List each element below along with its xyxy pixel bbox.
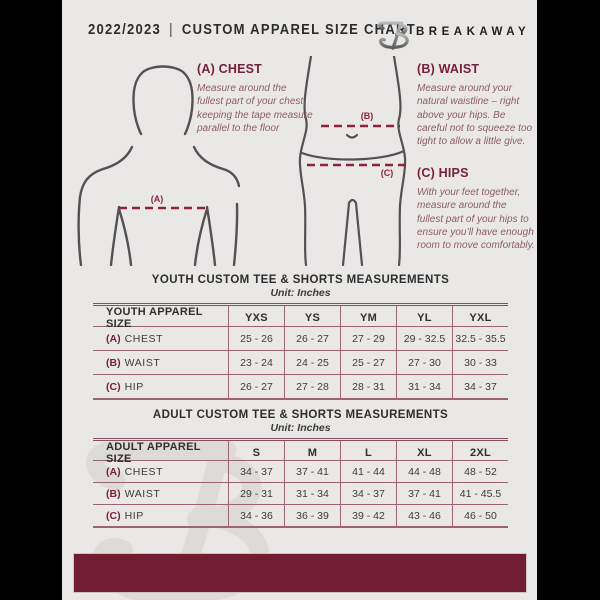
row-label-prefix: (B) xyxy=(106,356,121,369)
size-column-header: L xyxy=(340,441,396,465)
row-label-cell xyxy=(93,505,228,526)
breakaway-b-logo-icon xyxy=(376,15,412,53)
size-column-header: YL xyxy=(396,306,452,330)
size-value-cell: 34 - 37 xyxy=(228,461,284,482)
row-label-prefix: (A) xyxy=(106,465,121,478)
size-column-header: S xyxy=(228,441,284,465)
size-value-cell: 44 - 48 xyxy=(396,461,452,482)
adult-table-unit: Unit: Inches xyxy=(270,422,331,434)
row-label: WAIST xyxy=(124,356,161,369)
row-label: HIP xyxy=(124,509,144,522)
page-title xyxy=(88,22,416,38)
size-value-cell: 24 - 25 xyxy=(284,351,340,374)
row-label-prefix: (A) xyxy=(106,332,121,345)
chest-heading: (A) CHEST xyxy=(197,62,262,76)
size-value-cell: 25 - 26 xyxy=(228,327,284,350)
title-year: 2022/2023 xyxy=(88,22,162,38)
size-value-cell: 43 - 46 xyxy=(396,505,452,526)
size-value-cell: 26 - 27 xyxy=(228,375,284,398)
size-chart-page xyxy=(62,0,537,600)
apparel-size-header-cell: YOUTH APPAREL SIZE xyxy=(106,306,203,330)
table-row xyxy=(93,460,508,482)
brand-name: BREAKAWAY xyxy=(416,26,531,38)
size-column-header: M xyxy=(284,441,340,465)
youth-size-table xyxy=(93,303,508,400)
size-value-cell: 27 - 30 xyxy=(396,351,452,374)
row-label: CHEST xyxy=(124,332,164,345)
table-row xyxy=(93,374,508,398)
size-value-cell: 34 - 37 xyxy=(340,483,396,504)
size-column-header: YM xyxy=(340,306,396,330)
waist-heading: (B) WAIST xyxy=(417,62,480,76)
size-column-header: YXL xyxy=(452,306,508,330)
table-header-row xyxy=(93,303,508,330)
table-row xyxy=(93,350,508,374)
hips-description: With your feet together, measure around the fullest part of your hips to ensure you’ll have enough room to move comfortably. xyxy=(417,187,535,252)
row-label-prefix: (C) xyxy=(106,380,121,393)
title-main: CUSTOM APPAREL SIZE CHART xyxy=(181,22,416,38)
waist-description: Measure around your natural waistline – right above your hips. Be careful not to squeeze too tight to allow a little give. xyxy=(417,83,533,148)
hips-diagram-label: (C) xyxy=(380,168,394,178)
size-value-cell: 41 - 44 xyxy=(340,461,396,482)
size-value-cell: 29 - 32.5 xyxy=(396,327,452,350)
row-label-cell xyxy=(93,327,228,350)
row-label: CHEST xyxy=(124,465,164,478)
size-value-cell: 46 - 50 xyxy=(452,505,508,526)
row-label: HIP xyxy=(124,380,144,393)
size-value-cell: 29 - 31 xyxy=(228,483,284,504)
waist-diagram-label: (B) xyxy=(360,111,374,121)
row-label-cell xyxy=(93,351,228,374)
size-value-cell: 27 - 28 xyxy=(284,375,340,398)
youth-table-title: YOUTH CUSTOM TEE & SHORTS MEASUREMENTS xyxy=(151,274,450,286)
row-label-prefix: (C) xyxy=(106,509,121,522)
row-label-prefix: (B) xyxy=(106,487,121,500)
apparel-size-header-cell: ADULT APPAREL SIZE xyxy=(106,441,201,465)
size-value-cell: 25 - 27 xyxy=(340,351,396,374)
size-value-cell: 39 - 42 xyxy=(340,505,396,526)
size-value-cell: 23 - 24 xyxy=(228,351,284,374)
hips-heading: (C) HIPS xyxy=(417,166,469,180)
adult-table-title: ADULT CUSTOM TEE & SHORTS MEASUREMENTS xyxy=(152,409,449,421)
table-header-row xyxy=(93,438,508,465)
size-column-header: 2XL xyxy=(452,441,508,465)
size-value-cell: 27 - 29 xyxy=(340,327,396,350)
size-value-cell: 32.5 - 35.5 xyxy=(452,327,508,350)
youth-table-unit: Unit: Inches xyxy=(270,287,331,299)
size-value-cell: 34 - 36 xyxy=(228,505,284,526)
chest-description: Measure around the fullest part of your chest, keeping the tape measure parallel to the floor xyxy=(197,83,313,134)
size-value-cell: 37 - 41 xyxy=(396,483,452,504)
size-value-cell: 26 - 27 xyxy=(284,327,340,350)
size-value-cell: 34 - 37 xyxy=(452,375,508,398)
size-value-cell: 31 - 34 xyxy=(284,483,340,504)
title-separator: | xyxy=(169,22,174,38)
adult-size-table xyxy=(93,438,508,528)
table-row xyxy=(93,504,508,526)
table-row xyxy=(93,482,508,504)
adult-size-table-section xyxy=(93,409,508,528)
size-column-header: YXS xyxy=(228,306,284,330)
size-value-cell: 30 - 33 xyxy=(452,351,508,374)
row-label-cell xyxy=(93,483,228,504)
size-value-cell: 28 - 31 xyxy=(340,375,396,398)
chest-instructions xyxy=(197,62,315,135)
youth-size-table-section xyxy=(93,274,508,400)
row-label: WAIST xyxy=(124,487,161,500)
footer-bar xyxy=(73,553,527,593)
table-row xyxy=(93,326,508,350)
hips-instructions xyxy=(417,166,535,252)
size-value-cell: 48 - 52 xyxy=(452,461,508,482)
row-label-cell xyxy=(93,375,228,398)
size-value-cell: 31 - 34 xyxy=(396,375,452,398)
size-value-cell: 36 - 39 xyxy=(284,505,340,526)
waist-instructions xyxy=(417,62,535,148)
size-value-cell: 37 - 41 xyxy=(284,461,340,482)
chest-diagram-label: (A) xyxy=(150,194,164,204)
size-value-cell: 41 - 45.5 xyxy=(452,483,508,504)
size-column-header: XL xyxy=(396,441,452,465)
row-label-cell xyxy=(93,461,228,482)
size-column-header: YS xyxy=(284,306,340,330)
